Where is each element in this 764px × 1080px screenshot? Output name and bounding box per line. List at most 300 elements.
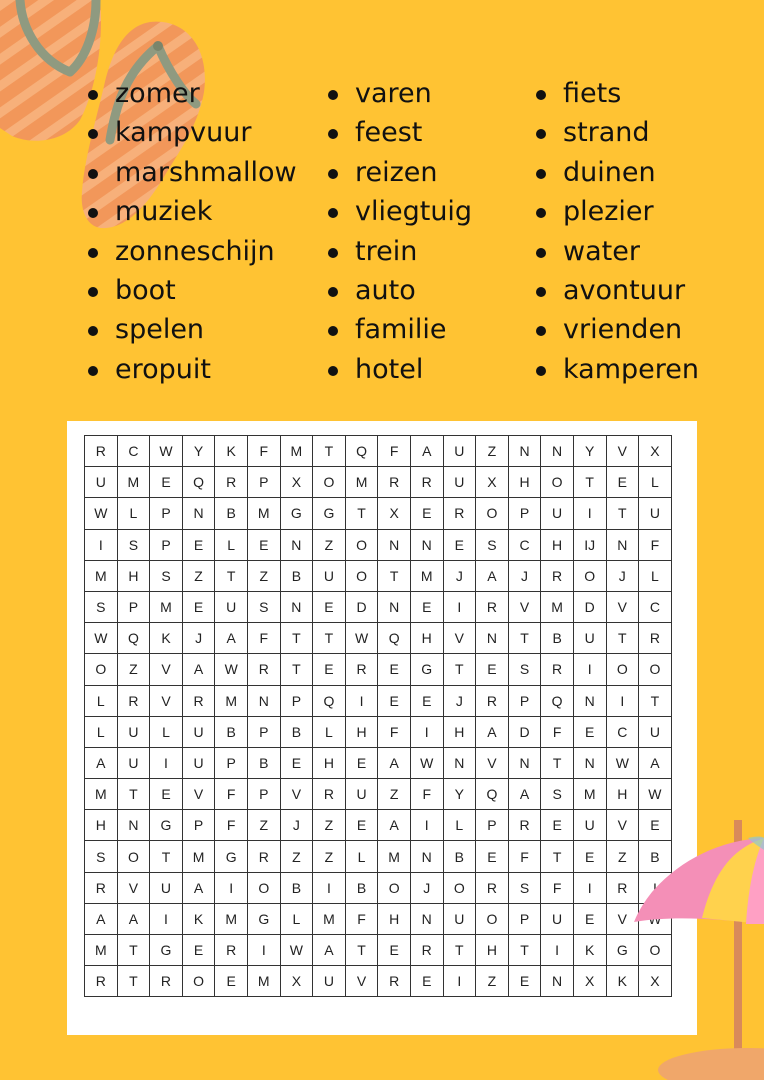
grid-cell[interactable]: N (606, 529, 639, 560)
grid-cell[interactable]: U (313, 966, 346, 997)
grid-cell[interactable]: E (443, 529, 476, 560)
grid-cell[interactable]: E (150, 467, 183, 498)
grid-cell[interactable]: N (117, 810, 150, 841)
grid-cell[interactable]: B (639, 841, 672, 872)
grid-cell[interactable]: H (443, 716, 476, 747)
grid-cell[interactable]: N (378, 529, 411, 560)
grid-cell[interactable]: I (541, 935, 574, 966)
grid-cell[interactable]: A (378, 810, 411, 841)
grid-cell[interactable]: R (443, 498, 476, 529)
grid-cell[interactable]: F (247, 436, 280, 467)
grid-cell[interactable]: X (573, 966, 606, 997)
grid-cell[interactable]: O (85, 654, 118, 685)
grid-cell[interactable]: P (150, 498, 183, 529)
grid-cell[interactable]: T (606, 498, 639, 529)
grid-cell[interactable]: N (573, 685, 606, 716)
grid-cell[interactable]: M (215, 685, 248, 716)
grid-cell[interactable]: L (639, 467, 672, 498)
grid-cell[interactable]: N (443, 747, 476, 778)
grid-cell[interactable]: N (508, 436, 541, 467)
grid-cell[interactable]: Z (247, 560, 280, 591)
grid-cell[interactable]: I (150, 903, 183, 934)
grid-cell[interactable]: O (247, 872, 280, 903)
grid-cell[interactable]: E (410, 685, 443, 716)
grid-cell[interactable]: K (150, 623, 183, 654)
grid-cell[interactable]: M (378, 841, 411, 872)
grid-cell[interactable]: Z (313, 841, 346, 872)
grid-cell[interactable]: E (280, 747, 313, 778)
grid-cell[interactable]: M (247, 498, 280, 529)
grid-cell[interactable]: H (541, 529, 574, 560)
grid-cell[interactable]: P (508, 685, 541, 716)
grid-cell[interactable]: H (345, 716, 378, 747)
grid-cell[interactable]: O (476, 903, 509, 934)
grid-cell[interactable]: T (345, 498, 378, 529)
grid-cell[interactable]: M (150, 591, 183, 622)
grid-cell[interactable]: T (508, 623, 541, 654)
grid-cell[interactable]: R (541, 560, 574, 591)
grid-cell[interactable]: A (85, 747, 118, 778)
grid-cell[interactable]: R (639, 623, 672, 654)
grid-cell[interactable]: T (508, 935, 541, 966)
grid-cell[interactable]: Q (117, 623, 150, 654)
grid-cell[interactable]: B (247, 747, 280, 778)
grid-cell[interactable]: B (345, 872, 378, 903)
grid-cell[interactable]: R (85, 872, 118, 903)
grid-cell[interactable]: B (280, 560, 313, 591)
grid-cell[interactable]: N (247, 685, 280, 716)
grid-cell[interactable]: P (508, 903, 541, 934)
grid-cell[interactable]: O (639, 654, 672, 685)
grid-cell[interactable]: O (313, 467, 346, 498)
grid-cell[interactable]: R (117, 685, 150, 716)
grid-cell[interactable]: P (280, 685, 313, 716)
grid-cell[interactable]: X (476, 467, 509, 498)
grid-cell[interactable]: H (85, 810, 118, 841)
grid-cell[interactable]: V (443, 623, 476, 654)
grid-cell[interactable]: R (215, 467, 248, 498)
grid-cell[interactable]: U (541, 903, 574, 934)
grid-cell[interactable]: E (541, 810, 574, 841)
grid-cell[interactable]: O (117, 841, 150, 872)
grid-cell[interactable]: E (378, 685, 411, 716)
grid-cell[interactable]: G (215, 841, 248, 872)
grid-cell[interactable]: O (573, 560, 606, 591)
grid-cell[interactable]: R (247, 654, 280, 685)
grid-cell[interactable]: E (150, 779, 183, 810)
grid-cell[interactable]: E (345, 810, 378, 841)
grid-cell[interactable]: U (182, 747, 215, 778)
grid-cell[interactable]: T (541, 841, 574, 872)
grid-cell[interactable]: O (345, 560, 378, 591)
grid-cell[interactable]: T (313, 436, 346, 467)
grid-cell[interactable]: O (345, 529, 378, 560)
grid-cell[interactable]: I (410, 716, 443, 747)
grid-cell[interactable]: A (313, 935, 346, 966)
grid-cell[interactable]: V (606, 436, 639, 467)
grid-cell[interactable]: R (150, 966, 183, 997)
grid-cell[interactable]: P (215, 747, 248, 778)
grid-cell[interactable]: I (215, 872, 248, 903)
grid-cell[interactable]: I (247, 935, 280, 966)
grid-cell[interactable]: S (476, 529, 509, 560)
grid-cell[interactable]: V (345, 966, 378, 997)
grid-cell[interactable]: Q (313, 685, 346, 716)
grid-cell[interactable]: R (378, 966, 411, 997)
grid-cell[interactable]: E (508, 966, 541, 997)
grid-cell[interactable]: P (182, 810, 215, 841)
grid-cell[interactable]: C (639, 591, 672, 622)
grid-cell[interactable]: W (639, 779, 672, 810)
grid-cell[interactable]: W (150, 436, 183, 467)
grid-cell[interactable]: D (573, 591, 606, 622)
grid-cell[interactable]: Z (606, 841, 639, 872)
grid-cell[interactable]: U (443, 903, 476, 934)
grid-cell[interactable]: Q (378, 623, 411, 654)
grid-cell[interactable]: N (410, 903, 443, 934)
grid-cell[interactable]: S (541, 779, 574, 810)
grid-cell[interactable]: N (280, 591, 313, 622)
grid-cell[interactable]: I (443, 966, 476, 997)
grid-cell[interactable]: C (508, 529, 541, 560)
grid-cell[interactable]: E (378, 935, 411, 966)
grid-cell[interactable]: C (606, 716, 639, 747)
grid-cell[interactable]: R (508, 810, 541, 841)
grid-cell[interactable]: S (247, 591, 280, 622)
grid-cell[interactable]: R (606, 872, 639, 903)
grid-cell[interactable]: P (476, 810, 509, 841)
grid-cell[interactable]: X (639, 966, 672, 997)
grid-cell[interactable]: F (378, 436, 411, 467)
grid-cell[interactable]: Z (117, 654, 150, 685)
grid-cell[interactable]: B (280, 872, 313, 903)
grid-cell[interactable]: E (182, 529, 215, 560)
grid-cell[interactable]: L (150, 716, 183, 747)
grid-cell[interactable]: M (573, 779, 606, 810)
grid-cell[interactable]: T (313, 623, 346, 654)
grid-cell[interactable]: S (117, 529, 150, 560)
grid-cell[interactable]: A (182, 872, 215, 903)
grid-cell[interactable]: O (606, 654, 639, 685)
grid-cell[interactable]: P (508, 498, 541, 529)
grid-cell[interactable]: J (443, 685, 476, 716)
grid-cell[interactable]: A (117, 903, 150, 934)
grid-cell[interactable]: B (215, 716, 248, 747)
grid-cell[interactable]: T (606, 623, 639, 654)
grid-cell[interactable]: N (541, 966, 574, 997)
grid-cell[interactable]: W (606, 747, 639, 778)
grid-cell[interactable]: R (215, 935, 248, 966)
grid-cell[interactable]: M (345, 467, 378, 498)
grid-cell[interactable]: G (280, 498, 313, 529)
grid-cell[interactable]: Z (280, 841, 313, 872)
grid-cell[interactable]: Y (443, 779, 476, 810)
grid-cell[interactable]: I (573, 498, 606, 529)
grid-cell[interactable]: A (508, 779, 541, 810)
grid-cell[interactable]: J (443, 560, 476, 591)
grid-cell[interactable]: U (639, 498, 672, 529)
grid-cell[interactable]: M (410, 560, 443, 591)
grid-cell[interactable]: U (215, 591, 248, 622)
grid-cell[interactable]: G (150, 810, 183, 841)
grid-cell[interactable]: E (606, 467, 639, 498)
grid-cell[interactable]: R (476, 591, 509, 622)
grid-cell[interactable]: R (345, 654, 378, 685)
grid-cell[interactable]: N (378, 591, 411, 622)
grid-cell[interactable]: S (85, 591, 118, 622)
grid-cell[interactable]: L (345, 841, 378, 872)
grid-cell[interactable]: S (85, 841, 118, 872)
grid-cell[interactable]: E (182, 935, 215, 966)
grid-cell[interactable]: C (117, 436, 150, 467)
grid-cell[interactable]: K (215, 436, 248, 467)
grid-cell[interactable]: Z (182, 560, 215, 591)
grid-cell[interactable]: R (313, 779, 346, 810)
grid-cell[interactable]: L (85, 685, 118, 716)
grid-cell[interactable]: H (117, 560, 150, 591)
grid-cell[interactable]: M (85, 935, 118, 966)
grid-cell[interactable]: T (639, 685, 672, 716)
grid-cell[interactable]: E (378, 654, 411, 685)
grid-cell[interactable]: D (508, 716, 541, 747)
grid-cell[interactable]: M (117, 467, 150, 498)
grid-cell[interactable]: IJ (573, 529, 606, 560)
grid-cell[interactable]: L (117, 498, 150, 529)
grid-cell[interactable]: T (280, 654, 313, 685)
grid-cell[interactable]: B (215, 498, 248, 529)
grid-cell[interactable]: V (508, 591, 541, 622)
grid-cell[interactable]: W (85, 623, 118, 654)
grid-cell[interactable]: L (443, 810, 476, 841)
grid-cell[interactable]: E (247, 529, 280, 560)
grid-cell[interactable]: A (410, 436, 443, 467)
grid-cell[interactable]: F (345, 903, 378, 934)
grid-cell[interactable]: I (85, 529, 118, 560)
grid-cell[interactable]: L (215, 529, 248, 560)
grid-cell[interactable]: D (345, 591, 378, 622)
grid-cell[interactable]: A (378, 747, 411, 778)
grid-cell[interactable]: F (215, 810, 248, 841)
grid-cell[interactable]: H (410, 623, 443, 654)
grid-cell[interactable]: J (182, 623, 215, 654)
grid-cell[interactable]: N (410, 529, 443, 560)
grid-cell[interactable]: P (247, 716, 280, 747)
grid-cell[interactable]: P (247, 779, 280, 810)
grid-cell[interactable]: I (573, 872, 606, 903)
grid-cell[interactable]: V (606, 903, 639, 934)
grid-cell[interactable]: N (410, 841, 443, 872)
grid-cell[interactable]: X (378, 498, 411, 529)
grid-cell[interactable]: T (117, 779, 150, 810)
grid-cell[interactable]: E (573, 716, 606, 747)
grid-cell[interactable]: E (182, 591, 215, 622)
grid-cell[interactable]: O (443, 872, 476, 903)
grid-cell[interactable]: T (117, 966, 150, 997)
grid-cell[interactable]: H (378, 903, 411, 934)
grid-cell[interactable]: R (247, 841, 280, 872)
grid-cell[interactable]: G (313, 498, 346, 529)
grid-cell[interactable]: V (117, 872, 150, 903)
grid-cell[interactable]: Q (476, 779, 509, 810)
grid-cell[interactable]: J (280, 810, 313, 841)
grid-cell[interactable]: U (150, 872, 183, 903)
grid-cell[interactable]: A (85, 903, 118, 934)
grid-cell[interactable]: E (639, 810, 672, 841)
grid-cell[interactable]: V (280, 779, 313, 810)
grid-cell[interactable]: M (313, 903, 346, 934)
grid-cell[interactable]: U (313, 560, 346, 591)
grid-cell[interactable]: R (476, 685, 509, 716)
grid-cell[interactable]: M (85, 779, 118, 810)
grid-cell[interactable]: F (215, 779, 248, 810)
grid-cell[interactable]: G (410, 654, 443, 685)
grid-cell[interactable]: J (606, 560, 639, 591)
grid-cell[interactable]: P (117, 591, 150, 622)
grid-cell[interactable]: E (410, 591, 443, 622)
grid-cell[interactable]: J (410, 872, 443, 903)
grid-cell[interactable]: T (573, 467, 606, 498)
grid-cell[interactable]: Q (541, 685, 574, 716)
grid-cell[interactable]: T (541, 747, 574, 778)
grid-cell[interactable]: R (182, 685, 215, 716)
grid-cell[interactable]: U (117, 747, 150, 778)
grid-cell[interactable]: X (280, 966, 313, 997)
grid-cell[interactable]: I (606, 685, 639, 716)
grid-cell[interactable]: E (345, 747, 378, 778)
grid-cell[interactable]: N (508, 747, 541, 778)
grid-cell[interactable]: G (247, 903, 280, 934)
grid-cell[interactable]: M (182, 841, 215, 872)
grid-cell[interactable]: S (508, 872, 541, 903)
grid-cell[interactable]: M (215, 903, 248, 934)
grid-cell[interactable]: F (541, 872, 574, 903)
grid-cell[interactable]: I (410, 810, 443, 841)
grid-cell[interactable]: E (410, 498, 443, 529)
grid-cell[interactable]: A (476, 560, 509, 591)
grid-cell[interactable]: A (215, 623, 248, 654)
grid-cell[interactable]: N (476, 623, 509, 654)
grid-cell[interactable]: R (85, 966, 118, 997)
grid-cell[interactable]: E (313, 591, 346, 622)
grid-cell[interactable]: R (378, 467, 411, 498)
grid-cell[interactable]: U (639, 716, 672, 747)
grid-cell[interactable]: V (150, 685, 183, 716)
grid-cell[interactable]: V (476, 747, 509, 778)
grid-cell[interactable]: H (606, 779, 639, 810)
grid-cell[interactable]: B (443, 841, 476, 872)
grid-cell[interactable]: U (345, 779, 378, 810)
grid-cell[interactable]: R (85, 436, 118, 467)
grid-cell[interactable]: U (182, 716, 215, 747)
grid-cell[interactable]: M (541, 591, 574, 622)
grid-cell[interactable]: L (280, 903, 313, 934)
grid-cell[interactable]: U (117, 716, 150, 747)
grid-cell[interactable]: P (247, 467, 280, 498)
grid-cell[interactable]: Z (313, 810, 346, 841)
grid-cell[interactable]: W (280, 935, 313, 966)
grid-cell[interactable]: L (639, 560, 672, 591)
grid-cell[interactable]: K (606, 966, 639, 997)
grid-cell[interactable]: F (247, 623, 280, 654)
grid-cell[interactable]: T (150, 841, 183, 872)
grid-cell[interactable]: F (508, 841, 541, 872)
grid-cell[interactable]: W (410, 747, 443, 778)
grid-cell[interactable]: A (182, 654, 215, 685)
grid-cell[interactable]: Y (182, 436, 215, 467)
grid-cell[interactable]: I (150, 747, 183, 778)
grid-cell[interactable]: O (639, 935, 672, 966)
grid-cell[interactable]: Z (476, 436, 509, 467)
grid-cell[interactable]: E (476, 841, 509, 872)
grid-cell[interactable]: V (182, 779, 215, 810)
grid-cell[interactable]: E (410, 966, 443, 997)
grid-cell[interactable]: X (639, 436, 672, 467)
grid-cell[interactable]: G (150, 935, 183, 966)
grid-cell[interactable]: Q (345, 436, 378, 467)
grid-cell[interactable]: T (443, 935, 476, 966)
grid-cell[interactable]: N (541, 436, 574, 467)
grid-cell[interactable]: F (541, 716, 574, 747)
grid-cell[interactable]: F (378, 716, 411, 747)
grid-cell[interactable]: P (150, 529, 183, 560)
grid-cell[interactable]: A (639, 747, 672, 778)
grid-cell[interactable]: U (573, 810, 606, 841)
grid-cell[interactable]: M (85, 560, 118, 591)
grid-cell[interactable]: Z (247, 810, 280, 841)
grid-cell[interactable]: T (117, 935, 150, 966)
grid-cell[interactable]: T (280, 623, 313, 654)
grid-cell[interactable]: T (345, 935, 378, 966)
grid-cell[interactable]: V (606, 810, 639, 841)
grid-cell[interactable]: M (280, 436, 313, 467)
grid-cell[interactable]: B (541, 623, 574, 654)
grid-cell[interactable]: E (573, 903, 606, 934)
grid-cell[interactable]: N (280, 529, 313, 560)
grid-cell[interactable]: F (410, 779, 443, 810)
grid-cell[interactable]: I (345, 685, 378, 716)
grid-cell[interactable]: I (313, 872, 346, 903)
grid-cell[interactable]: Q (182, 467, 215, 498)
grid-cell[interactable]: I (443, 591, 476, 622)
grid-cell[interactable]: U (573, 623, 606, 654)
grid-cell[interactable]: Y (573, 436, 606, 467)
grid-cell[interactable]: R (476, 872, 509, 903)
grid-cell[interactable]: S (150, 560, 183, 591)
grid-cell[interactable]: H (508, 467, 541, 498)
grid-cell[interactable]: O (541, 467, 574, 498)
grid-cell[interactable]: Z (313, 529, 346, 560)
grid-cell[interactable]: E (215, 966, 248, 997)
grid-cell[interactable]: R (410, 467, 443, 498)
grid-cell[interactable]: U (541, 498, 574, 529)
grid-cell[interactable]: T (215, 560, 248, 591)
grid-cell[interactable]: I (573, 654, 606, 685)
grid-cell[interactable]: E (476, 654, 509, 685)
grid-cell[interactable]: G (606, 935, 639, 966)
grid-cell[interactable]: A (476, 716, 509, 747)
grid-cell[interactable]: T (443, 654, 476, 685)
grid-cell[interactable]: R (410, 935, 443, 966)
grid-cell[interactable]: M (247, 966, 280, 997)
grid-cell[interactable]: W (215, 654, 248, 685)
grid-cell[interactable]: O (476, 498, 509, 529)
grid-cell[interactable]: H (476, 935, 509, 966)
grid-cell[interactable]: N (182, 498, 215, 529)
grid-cell[interactable]: N (573, 747, 606, 778)
grid-cell[interactable]: E (573, 841, 606, 872)
grid-cell[interactable]: U (443, 467, 476, 498)
grid-cell[interactable]: O (378, 872, 411, 903)
